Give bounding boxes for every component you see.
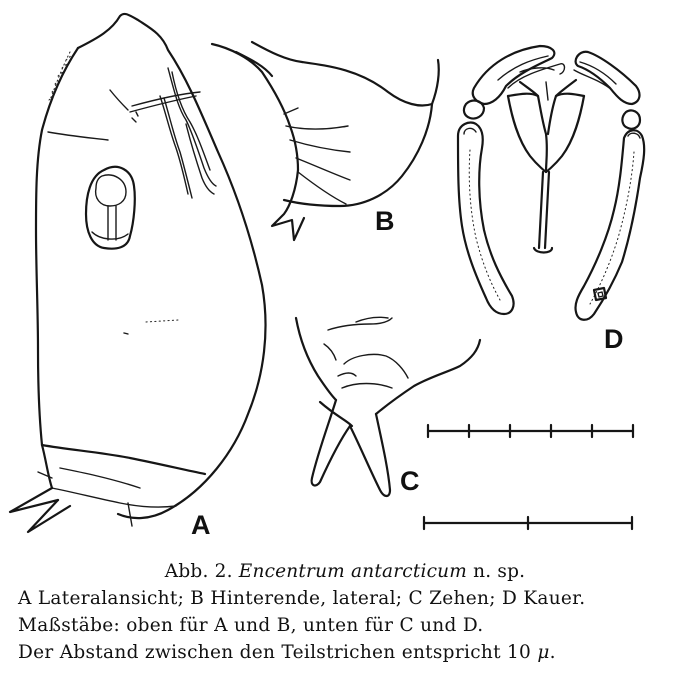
caption-line-3-text: Der Abstand zwischen den Teilstrichen entspricht 10	[18, 642, 532, 663]
panel-label-a: A	[191, 510, 211, 540]
caption-line-1: A Lateralansicht; B Hinterende, lateral; C Zehen; D Kauer.	[18, 588, 586, 609]
caption-species-name: Encentrum antarcticum	[238, 561, 467, 582]
panel-c-drawing	[296, 317, 480, 496]
figure-caption	[0, 555, 690, 663]
caption-micron-unit: μ	[537, 642, 550, 663]
panel-label-c: C	[400, 466, 420, 496]
caption-line-3	[18, 642, 690, 663]
caption-line-3-end: .	[549, 642, 556, 663]
panel-label-b: B	[375, 206, 395, 236]
scale-bar-lower	[424, 517, 632, 529]
panel-label-d: D	[604, 324, 624, 354]
scale-bar-upper	[428, 425, 633, 437]
panel-a-drawing	[10, 14, 266, 532]
caption-title	[0, 561, 690, 582]
caption-species-suffix: n. sp.	[473, 561, 526, 582]
caption-fig-label: Abb. 2.	[164, 561, 233, 582]
panel-b-drawing	[212, 42, 439, 240]
panel-d-drawing	[458, 46, 644, 320]
caption-line-2: Maßstäbe: oben für A und B, unten für C und D.	[18, 615, 484, 636]
